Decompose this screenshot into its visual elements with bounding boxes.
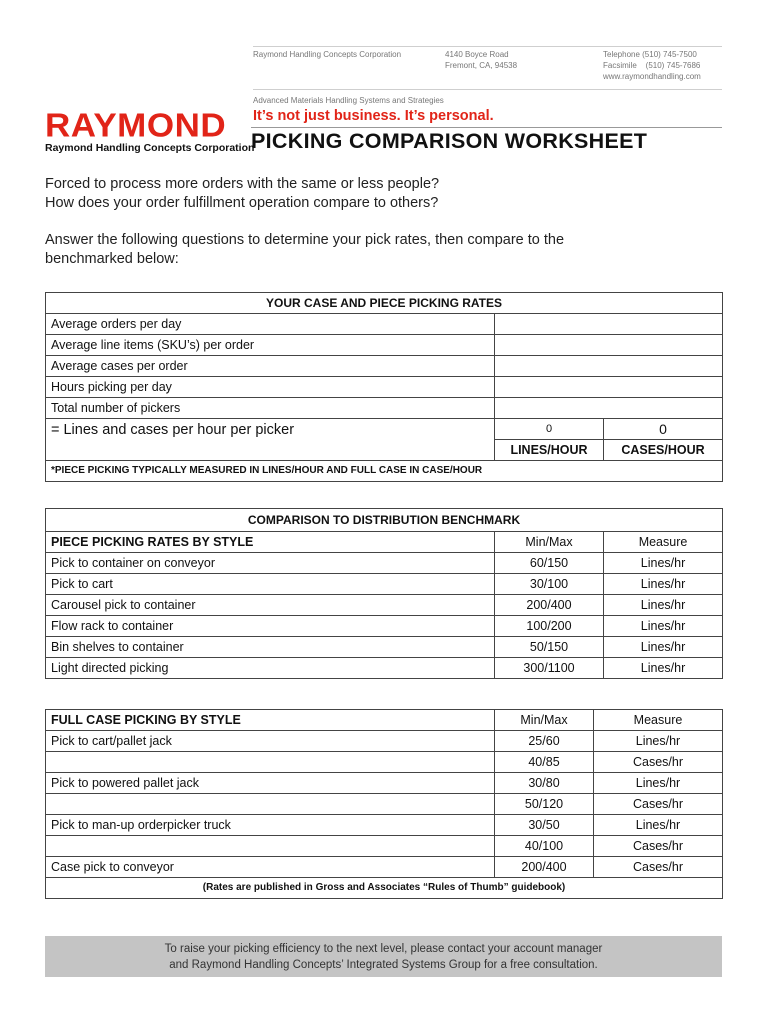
table-row: [46, 553, 723, 574]
intro-line-1: Forced to process more orders with the same or less people?: [45, 176, 440, 192]
fullcase-col-minmax: Min/Max: [495, 710, 594, 731]
rates-row-label: Average line items (SKU’s) per order: [46, 335, 495, 356]
lines-per-hour-unit: LINES/HOUR: [495, 440, 604, 461]
table-row: [46, 637, 723, 658]
footer-line-1: To raise your picking efficiency to the next level, please contact your account manager: [164, 942, 603, 955]
benchmark-measure: Lines/hr: [604, 553, 723, 574]
fullcase-col-style: FULL CASE PICKING BY STYLE: [46, 710, 495, 731]
header-company: Raymond Handling Concepts Corporation: [253, 50, 402, 59]
fullcase-range: 30/50: [495, 815, 594, 836]
benchmark-heading: COMPARISON TO DISTRIBUTION BENCHMARK: [46, 509, 723, 532]
table-row: [46, 752, 723, 773]
table-row: [46, 836, 723, 857]
fullcase-measure: Lines/hr: [594, 773, 723, 794]
intro-line-3: Answer the following questions to determine your pick rates, then compare to the: [45, 232, 565, 248]
table-row: [46, 658, 723, 679]
benchmark-style: Bin shelves to container: [46, 637, 495, 658]
rates-table-heading: YOUR CASE AND PIECE PICKING RATES: [46, 293, 723, 314]
header-address-line1: 4140 Boyce Road: [445, 50, 509, 59]
fullcase-measure: Cases/hr: [594, 836, 723, 857]
table-row: [46, 574, 723, 595]
total-pickers-input[interactable]: [495, 398, 723, 419]
rates-row-label: Average cases per order: [46, 356, 495, 377]
rates-row-label: Total number of pickers: [46, 398, 495, 419]
fullcase-measure: Lines/hr: [594, 731, 723, 752]
orders-per-day-input[interactable]: [495, 314, 723, 335]
fullcase-range: 200/400: [495, 857, 594, 878]
fullcase-style: [46, 794, 495, 815]
fullcase-style: Case pick to conveyor: [46, 857, 495, 878]
benchmark-range: 300/1100: [495, 658, 604, 679]
table-row: [46, 731, 723, 752]
table-row: [46, 595, 723, 616]
benchmark-measure: Lines/hr: [604, 658, 723, 679]
benchmark-table: [45, 508, 723, 679]
fullcase-range: 40/100: [495, 836, 594, 857]
result-label: = Lines and cases per hour per picker: [46, 419, 495, 461]
benchmark-range: 30/100: [495, 574, 604, 595]
fullcase-style: [46, 752, 495, 773]
fullcase-measure: Cases/hr: [594, 794, 723, 815]
fullcase-style: Pick to man-up orderpicker truck: [46, 815, 495, 836]
fullcase-range: 40/85: [495, 752, 594, 773]
fullcase-range: 25/60: [495, 731, 594, 752]
benchmark-col-measure: Measure: [604, 532, 723, 553]
intro-line-2: How does your order fulfillment operation compare to others?: [45, 195, 439, 211]
benchmark-style: Pick to cart: [46, 574, 495, 595]
benchmark-range: 200/400: [495, 595, 604, 616]
benchmark-range: 100/200: [495, 616, 604, 637]
benchmark-style: Carousel pick to container: [46, 595, 495, 616]
cases-per-hour-value: 0: [604, 419, 723, 440]
logo-subtitle: Raymond Handling Concepts Corporation: [45, 142, 255, 154]
benchmark-style: Flow rack to container: [46, 616, 495, 637]
benchmark-col-minmax: Min/Max: [495, 532, 604, 553]
header-telephone: Telephone (510) 745-7500: [603, 50, 697, 59]
cases-per-hour-unit: CASES/HOUR: [604, 440, 723, 461]
benchmark-range: 60/150: [495, 553, 604, 574]
fullcase-measure: Cases/hr: [594, 857, 723, 878]
table-row: [46, 857, 723, 878]
rates-row-label: Average orders per day: [46, 314, 495, 335]
full-case-table: [45, 709, 723, 899]
line-items-per-order-input[interactable]: [495, 335, 723, 356]
fullcase-measure: Cases/hr: [594, 752, 723, 773]
benchmark-measure: Lines/hr: [604, 616, 723, 637]
benchmark-col-style: PIECE PICKING RATES BY STYLE: [46, 532, 495, 553]
fullcase-col-measure: Measure: [594, 710, 723, 731]
footer-line-2: and Raymond Handling Concepts’ Integrated Systems Group for a free consultation.: [169, 958, 598, 971]
fullcase-range: 30/80: [495, 773, 594, 794]
title-rule: [251, 127, 722, 128]
lines-per-hour-value: 0: [495, 419, 604, 440]
raymond-logo: RAYMOND: [45, 107, 227, 145]
fullcase-style: Pick to powered pallet jack: [46, 773, 495, 794]
fullcase-range: 50/120: [495, 794, 594, 815]
page-title: PICKING COMPARISON WORKSHEET: [251, 129, 648, 153]
table-row: [46, 773, 723, 794]
benchmark-range: 50/150: [495, 637, 604, 658]
benchmark-measure: Lines/hr: [604, 574, 723, 595]
fullcase-note: (Rates are published in Gross and Associates “Rules of Thumb” guidebook): [46, 878, 723, 899]
benchmark-measure: Lines/hr: [604, 595, 723, 616]
table-row: [46, 616, 723, 637]
table-row: [46, 815, 723, 836]
picking-rates-table: [45, 292, 723, 482]
rates-note: *PIECE PICKING TYPICALLY MEASURED IN LINES/HOUR AND FULL CASE IN CASE/HOUR: [46, 461, 723, 482]
fullcase-measure: Lines/hr: [594, 815, 723, 836]
fullcase-style: [46, 836, 495, 857]
benchmark-style: Pick to container on conveyor: [46, 553, 495, 574]
benchmark-measure: Lines/hr: [604, 637, 723, 658]
header-strategies: Advanced Materials Handling Systems and Strategies: [253, 96, 444, 105]
header-address-line2: Fremont, CA, 94538: [445, 61, 518, 70]
header-rule-middle: [253, 89, 722, 90]
contact-footer: [45, 936, 722, 977]
rates-row-label: Hours picking per day: [46, 377, 495, 398]
header-rule-top: [253, 46, 722, 47]
benchmark-style: Light directed picking: [46, 658, 495, 679]
header-facsimile: Facsimile (510) 745-7686: [603, 61, 701, 70]
fullcase-style: Pick to cart/pallet jack: [46, 731, 495, 752]
hours-picking-input[interactable]: [495, 377, 723, 398]
table-row: [46, 794, 723, 815]
intro-line-4: benchmarked below:: [45, 251, 179, 267]
cases-per-order-input[interactable]: [495, 356, 723, 377]
tagline: It’s not just business. It’s personal.: [253, 108, 494, 124]
header-website[interactable]: www.raymondhandling.com: [603, 72, 701, 81]
